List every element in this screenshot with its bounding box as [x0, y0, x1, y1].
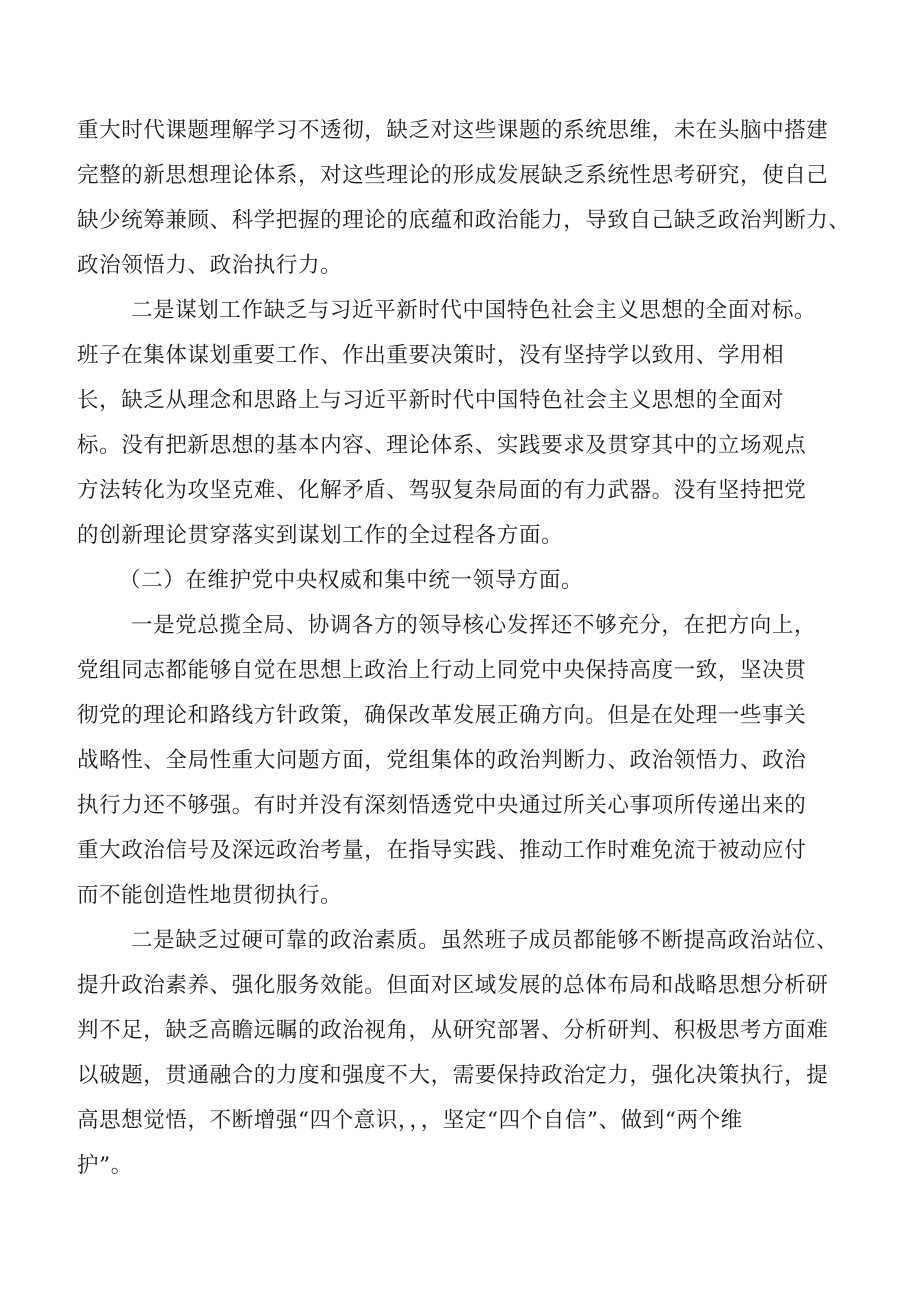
text-line: 判不足，缺乏高瞻远瞩的政治视角，从研究部署、分析研判、积极思考方面难 [77, 1018, 829, 1043]
text-line: 重大政治信号及深远政治考量，在指导实践、推动工作时难免流于被动应付 [77, 838, 807, 863]
text-line: 以破题，贯通融合的力度和强度不大，需要保持政治定力，强化决策执行，提 [77, 1063, 829, 1088]
text-line: 彻党的理论和路线方针政策，确保改革发展正确方向。但是在处理一些事关 [77, 703, 807, 728]
paragraph-heading: 一是党总揽全局、协调各方的领导核心发挥还不够充分，在把方向上， [131, 613, 817, 638]
text-line: 高思想觉悟，不断增强“四个意识，，，坚定“四个自信”、做到“两个维 [77, 1108, 743, 1133]
text-line: 长，缺乏从理念和思路上与习近平新时代中国特色社会主义思想的全面对 [77, 388, 785, 413]
text-line: 战略性、全局性重大问题方面，党组集体的政治判断力、政治领悟力、政治 [77, 748, 807, 773]
text-line: 党组同志都能够自觉在思想上政治上行动上同党中央保持高度一致，坚决贯 [77, 658, 807, 683]
text-line: 护”。 [77, 1153, 133, 1178]
section-heading: （二）在维护党中央权威和集中统一领导方面。 [119, 568, 584, 593]
text-line: 完整的新思想理论体系，对这些理论的形成发展缺乏系统性思考研究，使自己 [77, 163, 829, 188]
text-line: 重大时代课题理解学习不透彻，缺乏对这些课题的系统思维，未在头脑中搭建 [77, 118, 829, 143]
text-line: 政治领悟力、政治执行力。 [77, 253, 343, 278]
text-line: 提升政治素养、强化服务效能。但面对区域发展的总体布局和战略思想分析研 [77, 973, 829, 998]
text-line: 标。没有把新思想的基本内容、理论体系、实践要求及贯穿其中的立场观点 [77, 433, 807, 458]
text-line: 而不能创造性地贯彻执行。 [77, 883, 343, 908]
paragraph-heading: 二是缺乏过硬可靠的政治素质。虽然班子成员都能够不断提高政治站位、 [131, 928, 839, 953]
text-line: 班子在集体谋划重要工作、作出重要决策时，没有坚持学以致用、学用相 [77, 343, 785, 368]
text-line: 执行力还不够强。有时并没有深刻悟透党中央通过所关心事项所传递出来的 [77, 793, 807, 818]
text-line: 方法转化为攻坚克难、化解矛盾、驾驭复杂局面的有力武器。没有坚持把党 [77, 478, 807, 503]
text-line: 的创新理论贯穿落实到谋划工作的全过程各方面。 [77, 523, 564, 548]
text-line: 缺少统筹兼顾、科学把握的理论的底蕴和政治能力，导致自己缺乏政治判断力、 [77, 208, 851, 233]
paragraph-heading: 二是谋划工作缺乏与习近平新时代中国特色社会主义思想的全面对标。 [131, 298, 817, 323]
